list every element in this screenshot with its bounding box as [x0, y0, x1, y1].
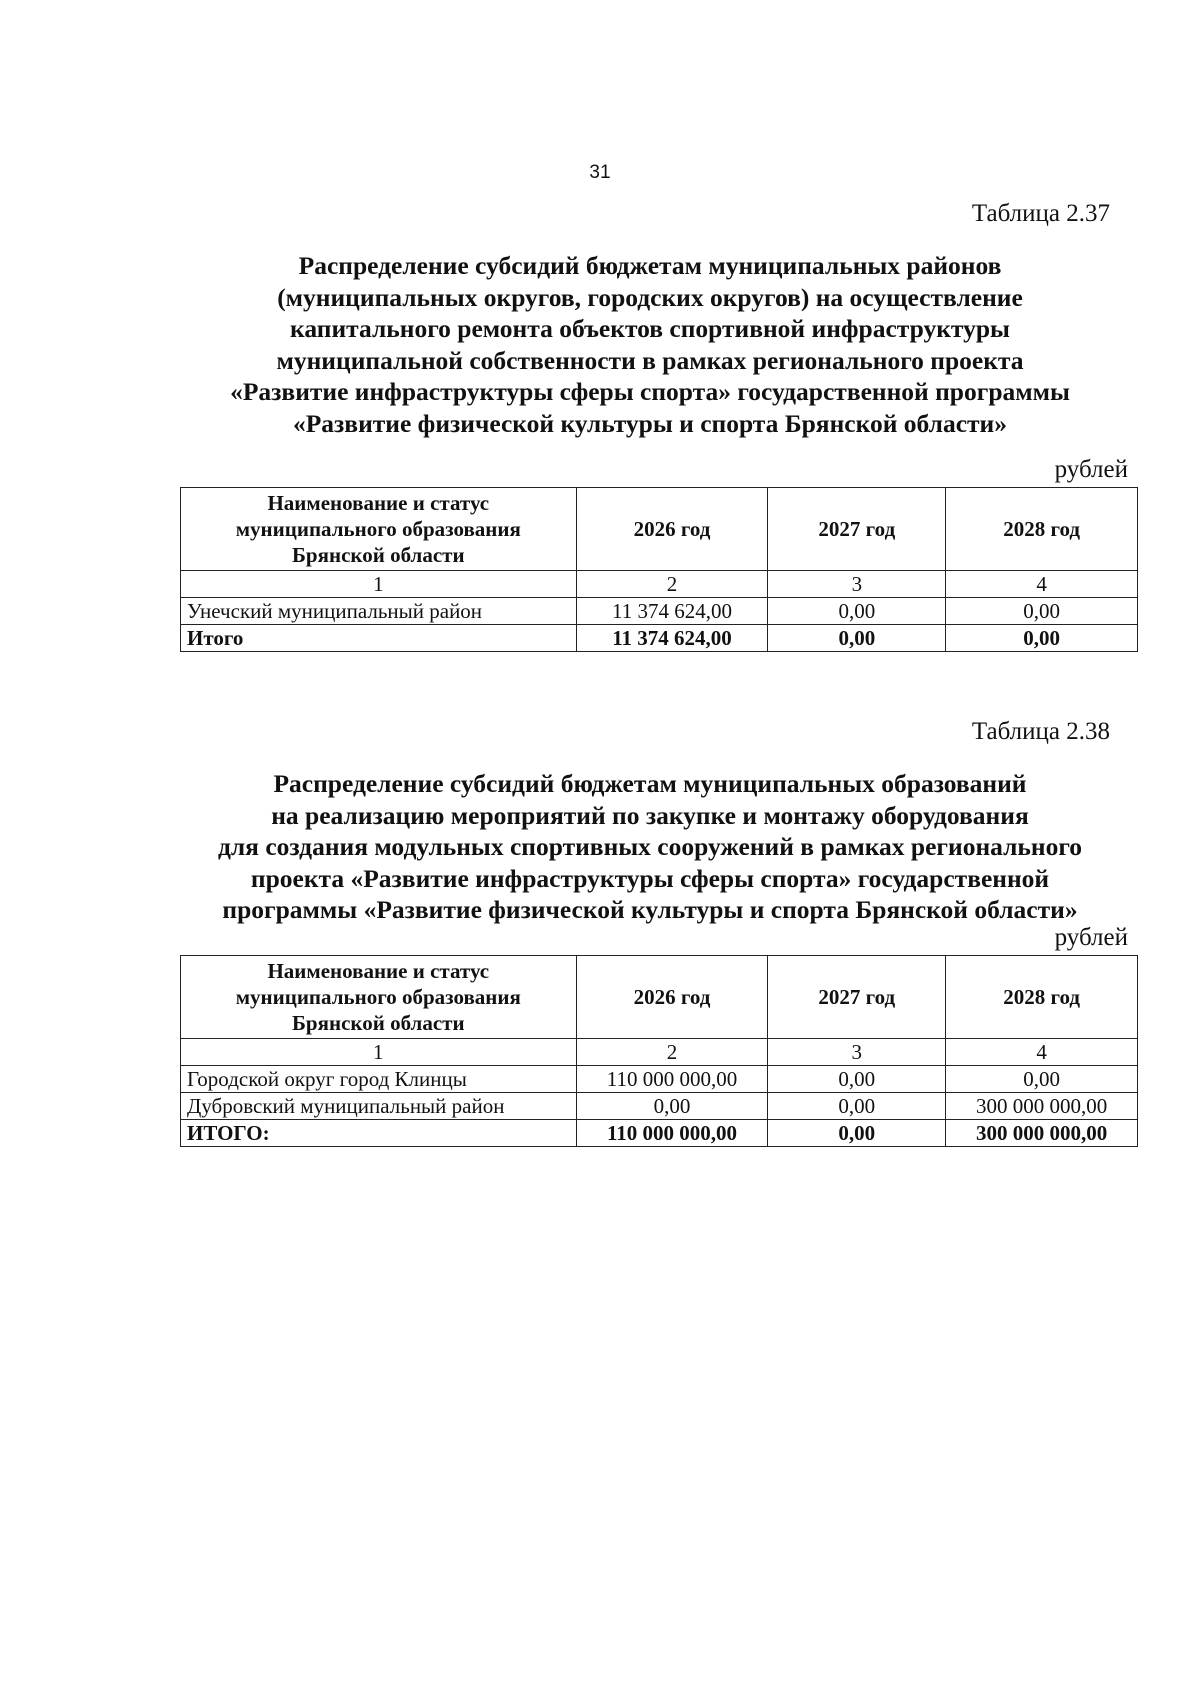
table-row [181, 598, 1138, 625]
total-2027: 0,00 [768, 625, 946, 652]
title-line: программы «Развитие физической культуры и спорта Брянской области» [222, 895, 1078, 924]
units-label: рублей [1054, 924, 1128, 951]
title-line: проекта «Развитие инфраструктуры сферы спорта» государственной [250, 863, 1050, 893]
amount-2027: 0,00 [768, 1066, 946, 1093]
total-row [181, 625, 1138, 652]
table-label: Таблица 2.38 [971, 718, 1110, 745]
title-line: муниципальной собственности в рамках регионального проекта [276, 345, 1024, 375]
total-2028: 300 000 000,00 [946, 1120, 1138, 1147]
amount-2028: 0,00 [946, 598, 1138, 625]
title-line: Распределение субсидий бюджетам муниципальных районов [298, 251, 1002, 280]
table-header-row [181, 488, 1138, 571]
header-cell: 2027 год [768, 956, 946, 1039]
amount-2026: 110 000 000,00 [576, 1066, 768, 1093]
municipality-name: Дубровский муниципальный район [181, 1093, 577, 1120]
header-cell: 2026 год [576, 956, 768, 1039]
amount-2026: 0,00 [576, 1093, 768, 1120]
total-label: Итого [181, 625, 577, 652]
column-number: 1 [181, 1039, 577, 1066]
table-title [160, 250, 1140, 439]
total-2026: 110 000 000,00 [576, 1120, 768, 1147]
title-line: капитального ремонта объектов спортивной инфраструктуры [290, 314, 1010, 343]
total-2027: 0,00 [768, 1120, 946, 1147]
column-number: 2 [576, 1039, 768, 1066]
amount-2028: 0,00 [946, 1066, 1138, 1093]
total-row [181, 1120, 1138, 1147]
title-line: для создания модульных спортивных сооружений в рамках регионального [217, 832, 1083, 861]
title-line: на реализацию мероприятий по закупке и монтажу оборудования [271, 800, 1029, 830]
title-line: «Развитие инфраструктуры сферы спорта» государственной программы [230, 377, 1070, 406]
column-number-row [181, 1039, 1138, 1066]
title-line: (муниципальных округов, городских округов) на осуществление [277, 282, 1023, 312]
column-number: 4 [946, 571, 1138, 598]
header-cell: Наименование и статус муниципального образования Брянской области [181, 488, 577, 571]
total-2026: 11 374 624,00 [576, 625, 768, 652]
table-header-row [181, 956, 1138, 1039]
column-number: 2 [576, 571, 768, 598]
column-number: 1 [181, 571, 577, 598]
table-label: Таблица 2.37 [971, 200, 1110, 227]
header-cell: 2028 год [946, 488, 1138, 571]
column-number: 3 [768, 571, 946, 598]
column-number: 4 [946, 1039, 1138, 1066]
municipality-name: Городской округ город Клинцы [181, 1066, 577, 1093]
title-line: «Развитие физической культуры и спорта Брянской области» [292, 408, 1007, 438]
total-label: ИТОГО: [181, 1120, 577, 1147]
header-cell: 2027 год [768, 488, 946, 571]
total-2028: 0,00 [946, 625, 1138, 652]
column-number-row [181, 571, 1138, 598]
subsidy-table [180, 955, 1138, 1147]
title-line: Распределение субсидий бюджетам муниципальных образований [273, 769, 1027, 798]
header-cell: Наименование и статус муниципального образования Брянской области [181, 956, 577, 1039]
amount-2026: 11 374 624,00 [576, 598, 768, 625]
amount-2028: 300 000 000,00 [946, 1093, 1138, 1120]
table-row [181, 1093, 1138, 1120]
page-number: 31 [589, 162, 611, 183]
amount-2027: 0,00 [768, 598, 946, 625]
header-cell: 2026 год [576, 488, 768, 571]
table-title [160, 768, 1140, 926]
subsidy-table [180, 487, 1138, 652]
table-row [181, 1066, 1138, 1093]
column-number: 3 [768, 1039, 946, 1066]
municipality-name: Унечский муниципальный район [181, 598, 577, 625]
header-cell: 2028 год [946, 956, 1138, 1039]
units-label: рублей [1054, 456, 1128, 483]
amount-2027: 0,00 [768, 1093, 946, 1120]
